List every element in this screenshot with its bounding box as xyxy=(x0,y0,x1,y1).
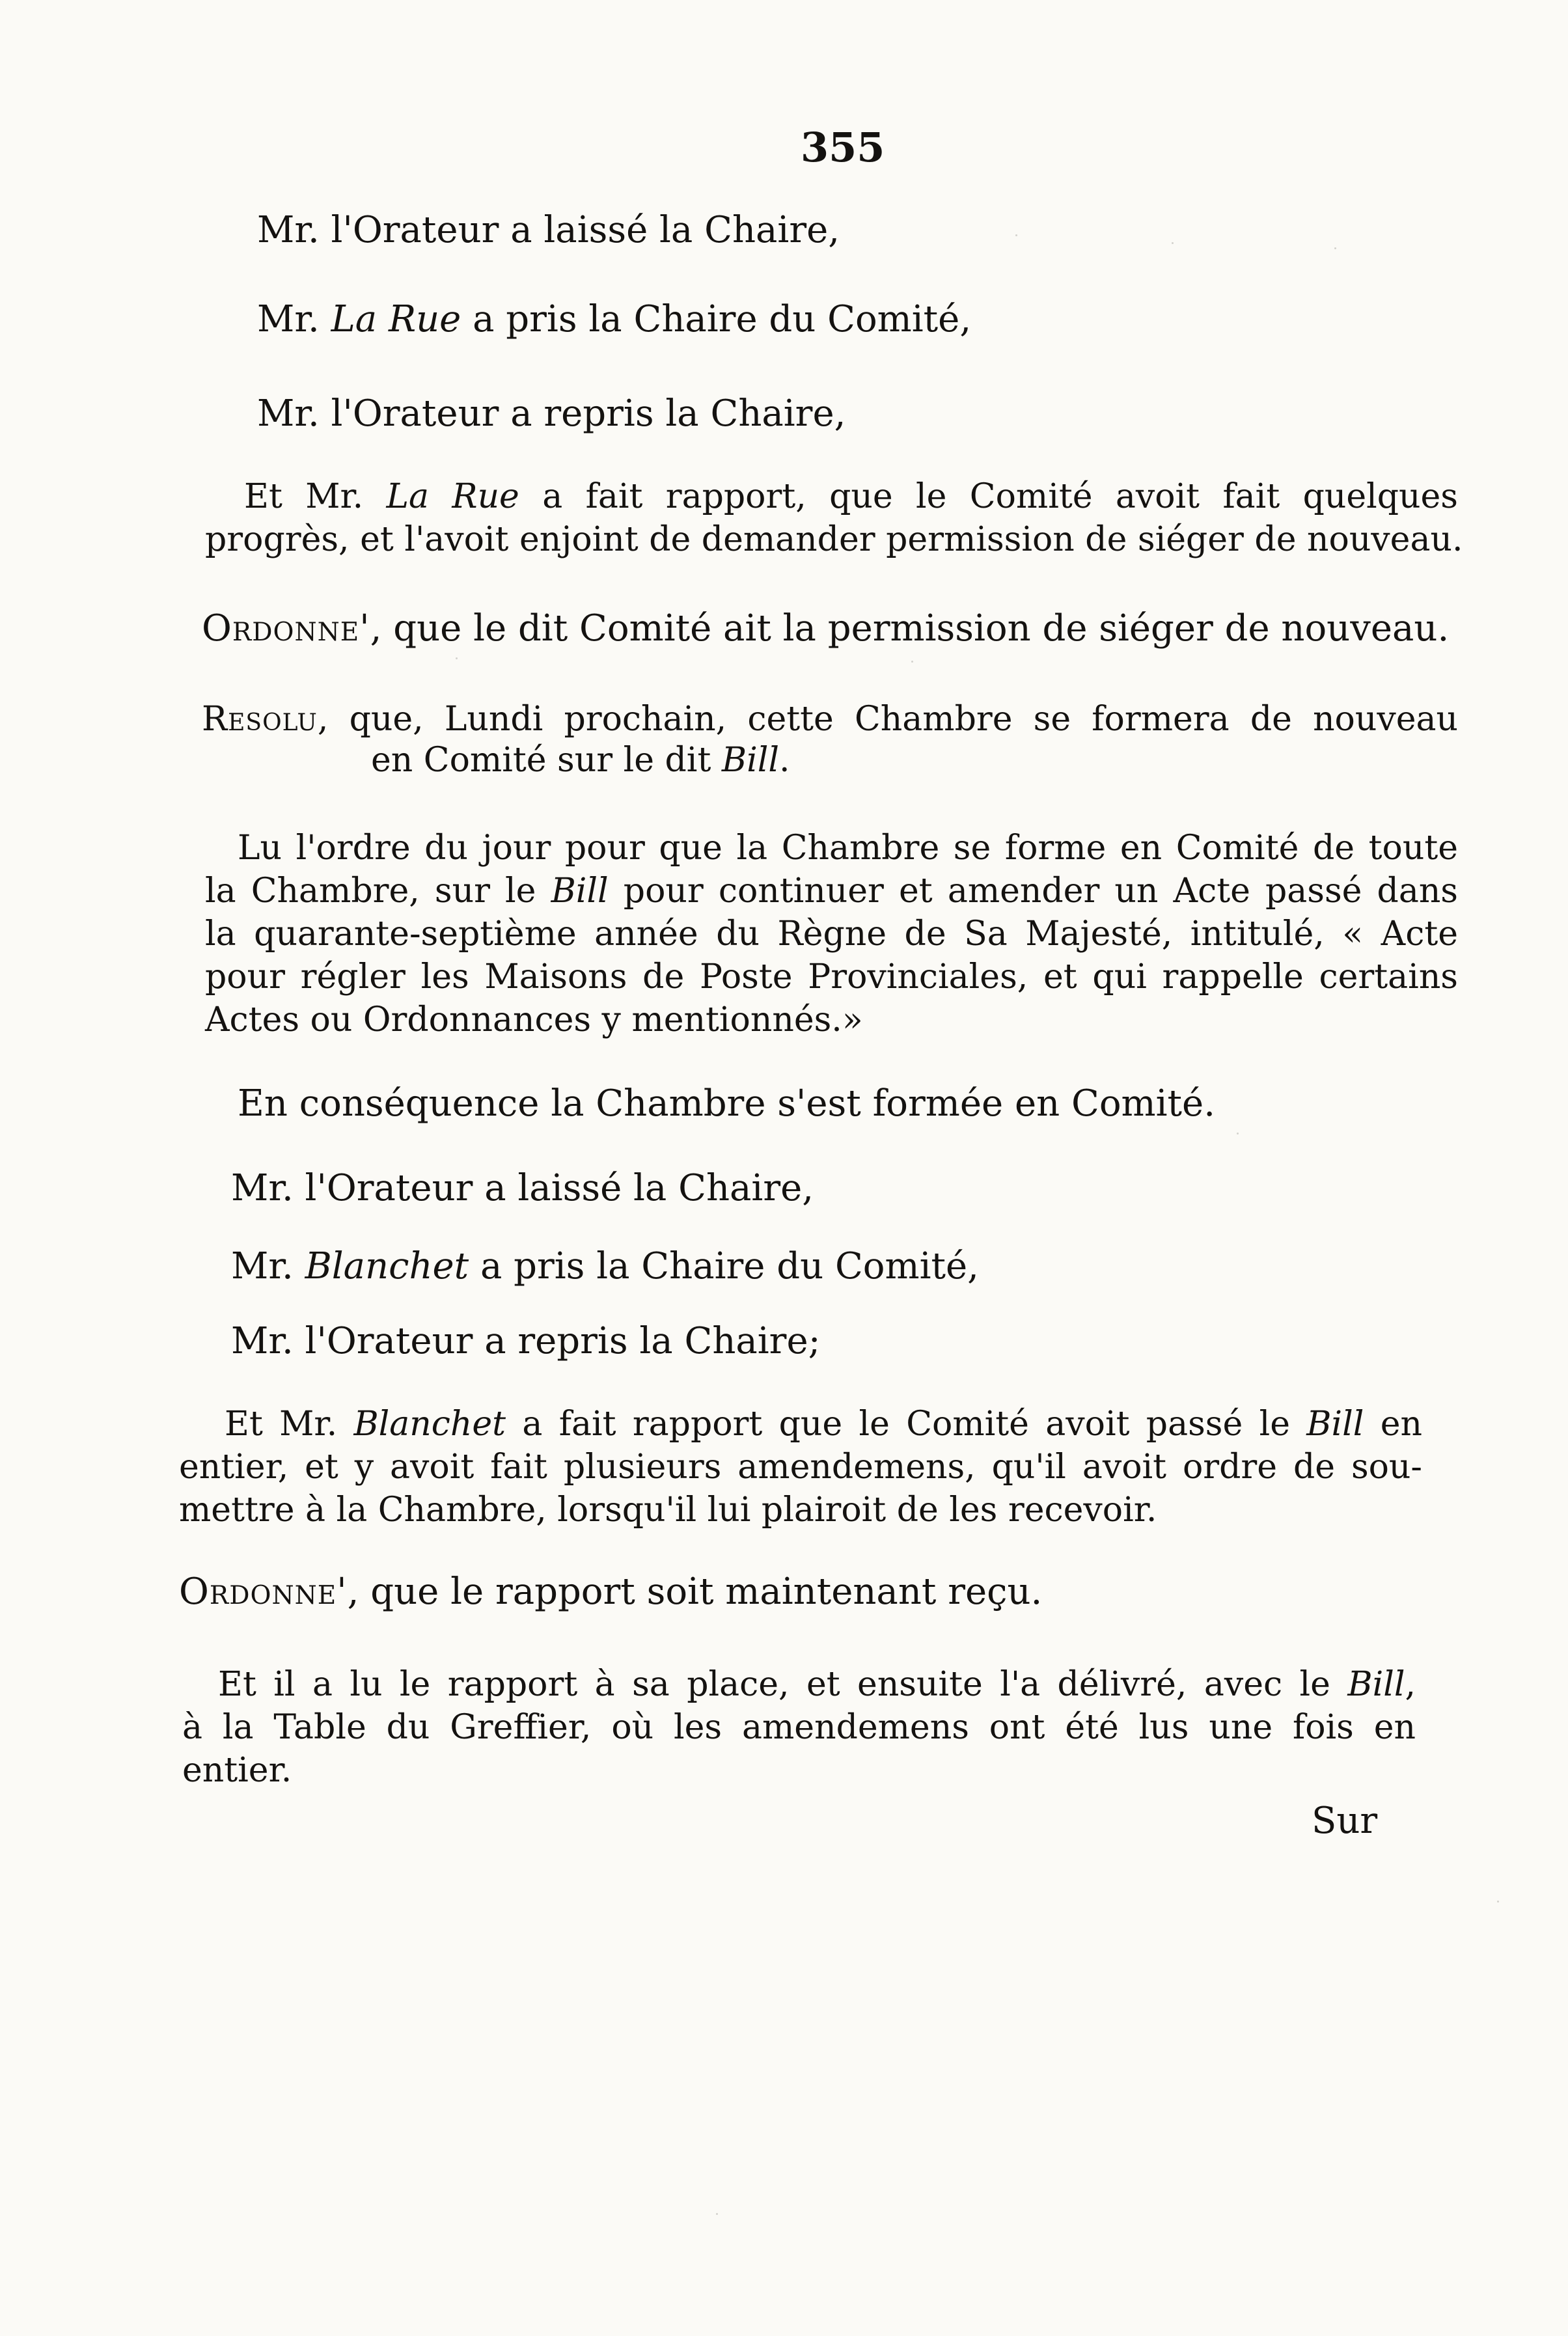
text-line: Mr. l'Orateur a laissé la Chaire, xyxy=(231,1167,814,1209)
text-line: entier. xyxy=(182,1751,292,1790)
name-italic: La Rue xyxy=(331,298,461,340)
text-line: Ordonne', que le dit Comité ait la permission de siéger de nouveau. xyxy=(202,607,1450,650)
name-italic: Blanchet xyxy=(305,1245,469,1287)
ordonne-heading: Ordonne' xyxy=(202,607,370,650)
bill-italic: Bill xyxy=(1306,1405,1364,1444)
text-line: entier, et y avoit fait plusieurs amendemens, qu'il avoit ordre de sou- xyxy=(179,1448,1422,1487)
paper-speck xyxy=(1497,1901,1499,1903)
name-italic: Blanchet xyxy=(353,1405,506,1444)
paper-speck xyxy=(1015,234,1017,236)
text-line: mettre à la Chambre, lorsqu'il lui plairoit de les recevoir. xyxy=(179,1491,1157,1530)
text-line: Mr. l'Orateur a repris la Chaire, xyxy=(257,392,846,435)
text-line: la Chambre, sur le Bill pour continuer et amender un Acte passé dans xyxy=(205,872,1458,911)
text-line: Et Mr. La Rue a fait rapport, que le Comité avoit fait quelques xyxy=(244,477,1458,516)
page-number: 355 xyxy=(801,124,885,171)
text-line: Ordonne', que le rapport soit maintenant reçu. xyxy=(179,1571,1043,1613)
text-line: Et Mr. Blanchet a fait rapport que le Comité avoit passé le Bill en xyxy=(225,1405,1422,1444)
text-line: Mr. Blanchet a pris la Chaire du Comité, xyxy=(231,1245,979,1287)
text-line: Mr. l'Orateur a laissé la Chaire, xyxy=(257,209,840,251)
bill-italic: Bill xyxy=(721,741,779,780)
resolu-heading: Resolu xyxy=(202,700,318,739)
text-line: la quarante-septième année du Règne de Sa Majesté, intitulé, « Acte xyxy=(205,914,1458,954)
text-line: en Comité sur le dit Bill. xyxy=(371,741,790,780)
text-line: Et il a lu le rapport à sa place, et ensuite l'a délivré, avec le Bill, xyxy=(218,1665,1416,1704)
paper-speck xyxy=(1172,242,1174,244)
text-line: Mr. l'Orateur a repris la Chaire; xyxy=(231,1320,821,1362)
paper-speck xyxy=(1237,1133,1239,1134)
text-line: à la Table du Greffier, où les amendemens ont été lus une fois en xyxy=(182,1708,1416,1747)
ordonne-heading: Ordonne' xyxy=(179,1571,348,1613)
bill-italic: Bill xyxy=(1347,1665,1405,1704)
catchword: Sur xyxy=(1312,1800,1378,1842)
paper-speck xyxy=(456,657,458,659)
text-line: En conséquence la Chambre s'est formée en Comité. xyxy=(238,1082,1215,1125)
paper-speck xyxy=(911,661,913,663)
text-line: Resolu, que, Lundi prochain, cette Chambre se formera de nouveau xyxy=(202,700,1458,739)
paper-speck xyxy=(1334,247,1336,249)
bill-italic: Bill xyxy=(551,872,609,911)
text-line: pour régler les Maisons de Poste Provinciales, et qui rappelle certains xyxy=(205,957,1458,996)
text-line: Mr. La Rue a pris la Chaire du Comité, xyxy=(257,298,972,340)
text-line: Lu l'ordre du jour pour que la Chambre se forme en Comité de toute xyxy=(238,829,1458,868)
text-line: Actes ou Ordonnances y mentionnés.» xyxy=(205,1000,863,1039)
name-italic: La Rue xyxy=(386,477,519,516)
text-line: progrès, et l'avoit enjoint de demander permission de siéger de nouveau. xyxy=(205,520,1463,559)
paper-speck xyxy=(716,2213,718,2215)
